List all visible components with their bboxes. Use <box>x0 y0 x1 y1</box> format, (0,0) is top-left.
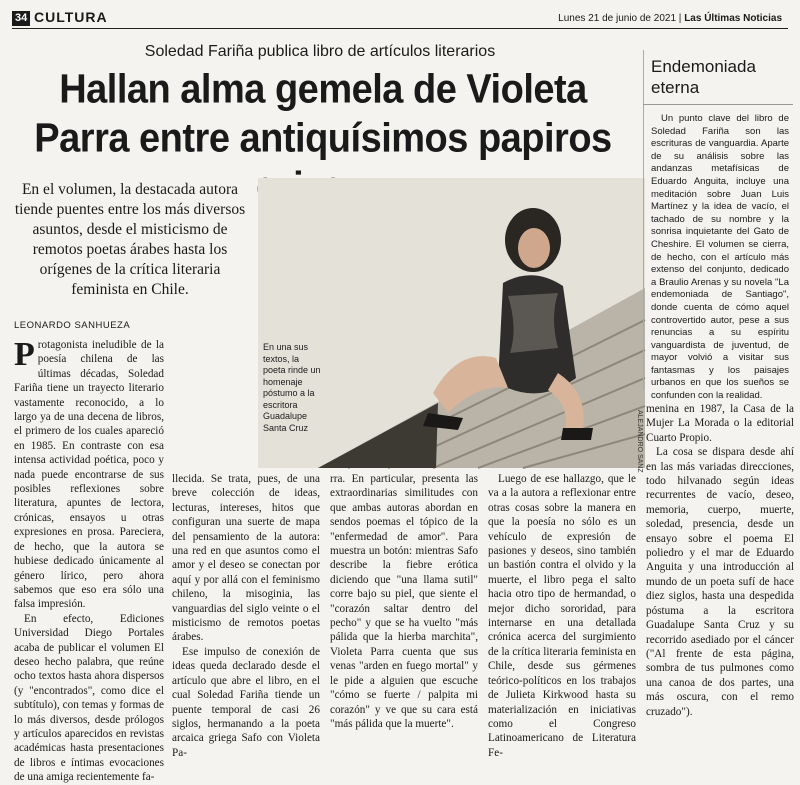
byline: LEONARDO SANHUEZA <box>14 320 131 331</box>
headline: Hallan alma gemela de Violeta Parra entre antiquísimos papiros <box>34 67 612 162</box>
newspaper-name: Las Últimas Noticias <box>684 13 782 24</box>
sidebar-box <box>643 50 793 402</box>
photo-caption: En una sus textos, la poeta rinde un homenaje póstumo a la escritora Guadalupe Santa Cruz <box>263 342 321 433</box>
dateline <box>558 13 782 24</box>
sidebar-title: Endemoniada eterna <box>643 50 793 105</box>
page-header <box>12 9 788 29</box>
section-title: CULTURA <box>34 9 108 25</box>
paragraph: rra. En particular, presenta las extraordinarias similitudes con que ambas autoras abordan en sendos poemas el tópico de la "enfermedad de amor". Para muestra un botón: mientras Safo describe la fiebre erótica diciendo que "una llama sutil" corre bajo su piel, que siente el "corazón saltar dentro del pecho" y que se ha vuelto "más pálida que la hierba marchita", Violeta Parra cuenta que sus venas "arden en fuego mortal" y le pide a alguien que escuche "cómo se fuerte / palpita mi corazón" y ve que su cara está "más pálida que la muerte". <box>330 473 478 730</box>
paragraph: llecida. Se trata, pues, de una breve colección de ideas, lecturas, intereses, hitos que configuran una suerte de mapa del pensamiento de la autora: una red en que asuntos como el amor y el deseo se conectan por aquí y por allá con el feminismo chileno, la misoginia, las vanguardias del siglo veinte o el misticismo de remotos poetas árabes. <box>172 473 320 644</box>
dateline-separator: | <box>676 13 685 24</box>
page-number: 34 <box>12 11 30 26</box>
article-column-5 <box>646 402 794 718</box>
article-column-3 <box>330 472 478 730</box>
sidebar-body <box>643 105 793 403</box>
paragraph <box>14 338 164 612</box>
photo-credit: ALEJANDRO SANZ <box>636 410 643 473</box>
paragraph-text: rotagonista ineludible de la poesía chilena de las últimas décadas, Soledad Fariña tiene un trayecto literario vastamente reconocido, a lo largo ya de una decena de libros, el primero de los cuales apareció en 1985. En contraste con esa intensa actividad poética, poco y nada puede encontrarse de sus posibles reflexiones sobre literatura, apuntes de lectora, crónicas, ensayos u otras expresiones en prosa. Pareciera, de hecho, que la autora se hubiese dedicado únicamente al género lírico, pero ahora sabemos que eso era sólo una falsa impresión. <box>14 339 164 611</box>
sidebar-text: Un punto clave del libro de Soledad Fariña son las escrituras de vanguardia. Aparte de su análisis sobre las andanzas metafísicas de Eduardo Anguita, incluye una meditación sobre Juan Luis Martínez y la idea de vacío, el tachado de su nombre y la sonrisa inquietante del Gato de Cheshire. El volumen se cierra, de hecho, con el artículo más extenso del conjunto, dedicado a Braulio Arenas y su novela "La endemoniada de Santiago", donde cuenta de cómo aquel controvertido autor, pese a sus renuncias a su espíritu vanguardista de juventud, de mayor volvió a visitar sus fantasmas y los paisajes urbanos en que los sueños se confunden con la realidad. <box>651 113 789 402</box>
kicker: Soledad Fariña publica libro de artículos literarios <box>144 43 496 60</box>
paragraph: Ese impulso de conexión de ideas queda declarado desde el artículo que abre el libro, en el cual Soledad Fariña tiende un puente temporal de casi 26 siglos, hermanando a la poeta arcaica griega Safo con Violeta Pa- <box>172 645 320 759</box>
issue-date: Lunes 21 de junio de 2021 <box>558 13 677 24</box>
drop-cap: P <box>14 336 35 373</box>
paragraph: menina en 1987, la Casa de la Mujer La Morada o la editorial Cuarto Propio. <box>646 403 794 444</box>
paragraph: En efecto, Ediciones Universidad Diego Portales acaba de publicar el volumen El deseo hecho palabra, que reúne ocho textos hasta ahora dispersos (y "encontrados", como dice el subtítulo), con temas y formas de lo más diversos, desde prólogos y artículos aparecidos en revistas académicas hasta presentaciones de libros e íntimas evocaciones de una amiga recientemente fa- <box>14 612 164 784</box>
paragraph: Luego de ese hallazgo, que le va a la autora a reflexionar entre otras cosas sobre la manera en que la poesía no sólo es un vehículo de expresión de pasiones y deseos, sino también un bastión contra el olvido y la muerte, el libro pega el salto hacia otro tipo de hermandad, o mejor dicho sororidad, para internarse en una detallada crónica acerca del surgimiento de la crítica literaria feminista en Chile, desde sus gérmenes teórico-políticos en los trabajos de Julieta Kirkwood hasta su materialización en iniciativas como el Congreso Latinoamericano de Literatura Fe- <box>488 473 636 759</box>
paragraph: La cosa se dispara desde ahí en las más variadas direcciones, todo hilvanado según ideas recurrentes de vacío, deseo, memoria, cuerpo, muerte, soledad, presencia, desde un ensayo sobre el poema El poliedro y el mar de Eduardo Anguita y una introducción al mundo de un poeta sufí de hace diez siglos, hasta una despedida póstuma a la escritora Guadalupe Santa Cruz y su recorrido asediado por el cáncer ("Al frente de esta página, sombra de tus pulmones como una canoa de dos partes, una más oscura, con el remo cruzado"). <box>646 446 794 718</box>
article-column-2 <box>172 472 320 759</box>
article-column-4 <box>488 472 636 759</box>
article-column-1 <box>14 336 164 784</box>
article-deck: En el volumen, la destacada autora tiende puentes entre los más diversos asuntos, desde el misticismo de remotos poetas árabes hasta los orígenes de la crítica literaria feminista en Chile. <box>14 181 246 298</box>
